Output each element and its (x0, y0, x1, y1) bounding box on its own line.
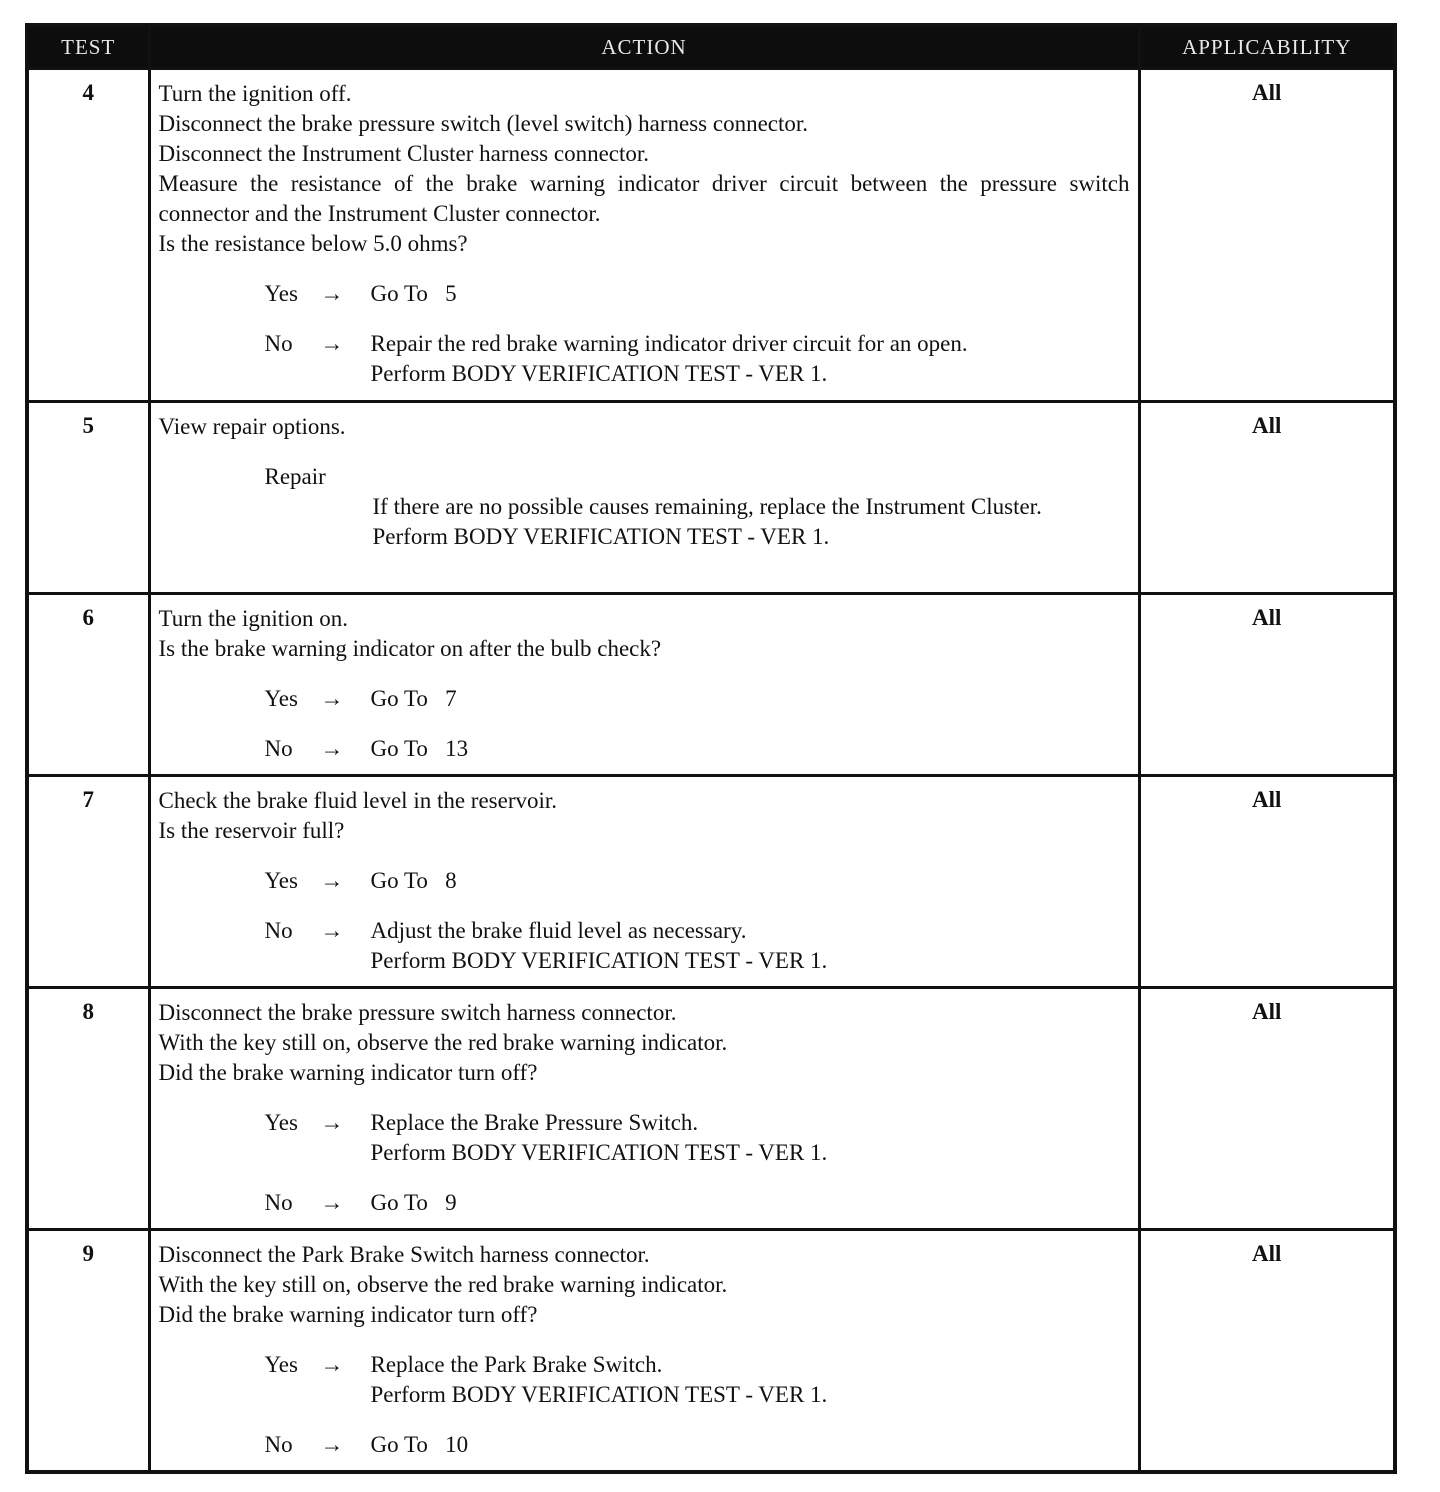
action-cell (149, 988, 1139, 1230)
response-label: No (264, 918, 293, 943)
response-no (265, 916, 1130, 976)
action-cell (149, 776, 1139, 988)
response-label: Yes (264, 281, 298, 306)
response-line: Go To 9 (370, 1190, 457, 1215)
action-cell (149, 1230, 1139, 1473)
repair-label: Repair (264, 464, 326, 489)
response-yes (265, 684, 1130, 714)
response-text (371, 329, 1130, 389)
response-line: Perform BODY VERIFICATION TEST - VER 1. (370, 1382, 828, 1407)
action-line: Is the resistance below 5.0 ohms? (158, 231, 468, 256)
response-yes (265, 279, 1130, 309)
applicability-value: All (1139, 594, 1395, 776)
applicability-value: All (1139, 69, 1395, 402)
arrow-icon: → (320, 331, 344, 356)
action-line: Did the brake warning indicator turn off? (158, 1302, 538, 1327)
response-line: Perform BODY VERIFICATION TEST - VER 1. (370, 361, 828, 386)
action-cell (149, 402, 1139, 594)
response-text (371, 1108, 1130, 1168)
action-line: With the key still on, observe the red brake warning indicator. (158, 1272, 728, 1297)
action-line: Disconnect the Park Brake Switch harness connector. (158, 1242, 650, 1267)
response-label: No (264, 736, 293, 761)
test-number: 9 (27, 1230, 149, 1473)
response-label: Yes (264, 686, 298, 711)
arrow-icon: → (320, 686, 344, 711)
response-no (265, 734, 1130, 764)
response-line: Go To 5 (370, 281, 457, 306)
table-row (27, 776, 1395, 988)
response-no (265, 1430, 1130, 1460)
response-no (265, 1188, 1130, 1218)
test-number: 5 (27, 402, 149, 594)
applicability-value: All (1139, 1230, 1395, 1473)
response-line: Go To 8 (370, 868, 457, 893)
response-line: Go To 10 (370, 1432, 469, 1457)
table-row (27, 1230, 1395, 1473)
response-yes (265, 1108, 1130, 1168)
header-applicability: APPLICABILITY (1139, 25, 1395, 69)
response-no (265, 329, 1130, 389)
diagnostic-test-table (25, 23, 1397, 1474)
arrow-icon: → (320, 1110, 344, 1135)
action-line: Disconnect the brake pressure switch (level switch) harness connector. (158, 111, 809, 136)
action-line: Turn the ignition off. (158, 81, 352, 106)
action-line: View repair options. (158, 414, 346, 439)
action-line: Check the brake fluid level in the reservoir. (158, 788, 558, 813)
action-line: With the key still on, observe the red brake warning indicator. (158, 1030, 728, 1055)
response-yes (265, 1350, 1130, 1410)
action-line: Is the reservoir full? (158, 818, 345, 843)
response-label: No (264, 1432, 293, 1457)
header-action: ACTION (149, 25, 1139, 69)
table-body (27, 69, 1395, 1473)
action-line: Measure the resistance of the brake warning indicator driver circuit between the pressure switch connector and the Instrument Cluster connector. (158, 171, 1130, 226)
repair-line: Perform BODY VERIFICATION TEST - VER 1. (372, 524, 830, 549)
arrow-icon: → (320, 868, 344, 893)
arrow-icon: → (320, 281, 344, 306)
response-line: Adjust the brake fluid level as necessary. (370, 918, 747, 943)
arrow-icon: → (320, 918, 344, 943)
table-row (27, 69, 1395, 402)
header-test: TEST (27, 25, 149, 69)
response-label: Yes (264, 1110, 298, 1135)
action-line: Turn the ignition on. (158, 606, 349, 631)
response-text (371, 916, 1130, 976)
response-text (371, 684, 1130, 714)
table-row (27, 988, 1395, 1230)
response-line: Go To 7 (370, 686, 457, 711)
arrow-icon: → (320, 1190, 344, 1215)
header-row (27, 25, 1395, 69)
action-cell (149, 69, 1139, 402)
response-line: Go To 13 (370, 736, 469, 761)
applicability-value: All (1139, 402, 1395, 594)
applicability-value: All (1139, 776, 1395, 988)
response-line: Perform BODY VERIFICATION TEST - VER 1. (370, 1140, 828, 1165)
response-label: Yes (264, 868, 298, 893)
response-text (371, 866, 1130, 896)
arrow-icon: → (320, 1432, 344, 1457)
response-yes (265, 866, 1130, 896)
response-line: Perform BODY VERIFICATION TEST - VER 1. (370, 948, 828, 973)
response-label: No (264, 1190, 293, 1215)
table-row (27, 594, 1395, 776)
arrow-icon: → (320, 1352, 344, 1377)
response-text (371, 1350, 1130, 1410)
response-text (371, 734, 1130, 764)
action-line: Did the brake warning indicator turn off? (158, 1060, 538, 1085)
test-number: 8 (27, 988, 149, 1230)
arrow-icon: → (320, 736, 344, 761)
response-line: Repair the red brake warning indicator driver circuit for an open. (370, 331, 968, 356)
action-cell (149, 594, 1139, 776)
test-number: 6 (27, 594, 149, 776)
response-label: No (264, 331, 293, 356)
test-number: 7 (27, 776, 149, 988)
action-line: Disconnect the brake pressure switch harness connector. (158, 1000, 677, 1025)
action-line: Disconnect the Instrument Cluster harness connector. (158, 141, 650, 166)
table-row (27, 402, 1395, 594)
response-text (371, 1430, 1130, 1460)
response-label: Yes (264, 1352, 298, 1377)
response-text (371, 1188, 1130, 1218)
applicability-value: All (1139, 988, 1395, 1230)
table-header (27, 25, 1395, 69)
response-line: Replace the Park Brake Switch. (370, 1352, 663, 1377)
repair-body (373, 492, 1130, 552)
repair-line: If there are no possible causes remaining, replace the Instrument Cluster. (372, 494, 1042, 519)
test-number: 4 (27, 69, 149, 402)
response-line: Replace the Brake Pressure Switch. (370, 1110, 699, 1135)
response-text (371, 279, 1130, 309)
action-line: Is the brake warning indicator on after the bulb check? (158, 636, 662, 661)
